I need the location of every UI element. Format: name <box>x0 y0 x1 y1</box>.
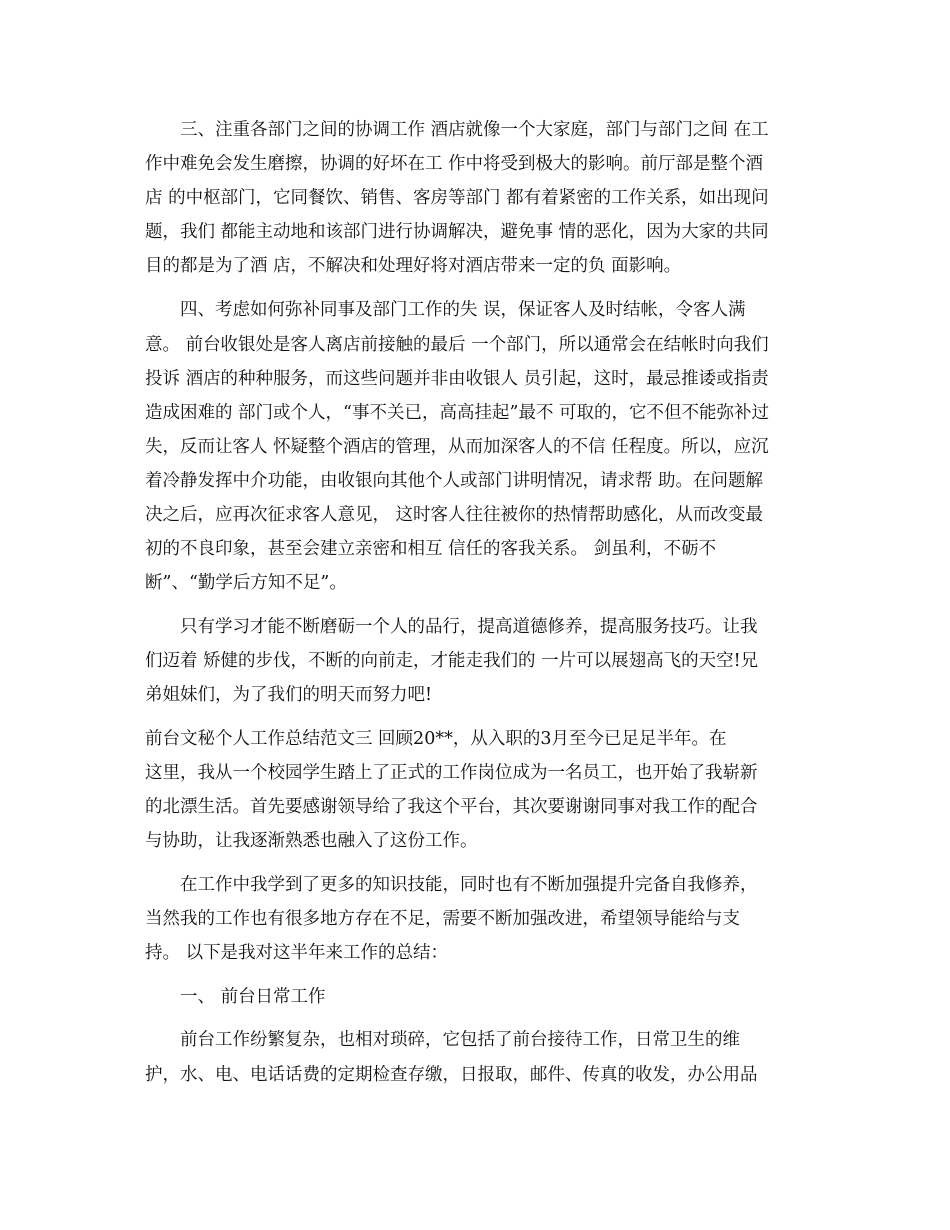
text-line: 当然我的工作也有很多地方存在不足，需要不断加强改进，希望领导能给与支 <box>145 909 740 929</box>
text-line: 造成困难的 部门或个人，“事不关已，高高挂起”最不 可取的，它不但不能弥补过 <box>145 403 770 423</box>
text-line: 意。 前台收银处是客人离店前接触的最后 一个部门，所以通常会在结帐时向我们 <box>145 335 769 355</box>
text-line: 投诉 酒店的种种服务，而这些问题并非由收银人 员引起，这时，最忌推诿或指责 <box>145 369 769 389</box>
text-line: 三、注重各部门之间的协调工作 酒店就像一个大家庭，部门与部门之间 在工 <box>180 120 769 140</box>
text-line: 前台工作纷繁复杂，也相对琐碎，它包括了前台接待工作，日常卫生的维 <box>180 1030 740 1050</box>
text-line: 在工作中我学到了更多的知识技能，同时也有不断加强提升完备自我修养， <box>180 875 758 895</box>
text-line: 四、考虑如何弥补同事及部门工作的失 误，保证客人及时结帐，令客人满 <box>180 300 746 320</box>
text-line: 决之后，应再次征求客人意见， 这时客人往往被你的热情帮助感化，从而改变最 <box>145 505 764 525</box>
text-line: 作中难免会发生磨擦，协调的好坏在工 作中将受到极大的影响。前厅部是整个酒 <box>145 154 764 174</box>
text-line: 们迈着 矫健的步伐，不断的向前走，才能走我们的 一片可以展翅高飞的天空!兄 <box>145 651 759 671</box>
text-line: 初的不良印象，甚至会建立亲密和相互 信任的客我关系。 剑虽利，不砺不 <box>145 539 717 559</box>
text-line: 断”、“勤学后方知不足”。 <box>145 573 347 593</box>
text-line: 店 的中枢部门，它同餐饮、销售、客房等部门 都有着紧密的工作关系，如出现问 <box>145 188 769 208</box>
subheading-line: 一、 前台日常工作 <box>180 987 326 1007</box>
section-heading-line: 前台文秘个人工作总结范文三 回顾20**，从入职的3月至今已足足半年。在 <box>145 729 727 749</box>
text-line: 着冷静发挥中介功能，由收银向其他个人或部门讲明情况，请求帮 助。在问题解 <box>145 471 764 491</box>
text-line: 题，我们 都能主动地和该部门进行协调解决，避免事 情的恶化，因为大家的共同 <box>145 222 769 242</box>
text-line: 的北漂生活。首先要感谢领导给了我这个平台，其次要谢谢同事对我工作的配合 <box>145 797 758 817</box>
text-line: 这里，我从一个校园学生踏上了正式的工作岗位成为一名员工，也开始了我崭新 <box>145 763 758 783</box>
text-line: 弟姐妹们，为了我们的明天而努力吧! <box>145 685 433 705</box>
text-line: 持。 以下是我对这半年来工作的总结： <box>145 943 449 963</box>
text-line: 只有学习才能不断磨砺一个人的品行，提高道德修养，提高服务技巧。让我 <box>180 617 758 637</box>
text-line: 目的都是为了酒 店，不解决和处理好将对酒店带来一定的负 面影响。 <box>145 256 682 276</box>
text-line: 失，反而让客人 怀疑整个酒店的管理，从而加深客人的不信 任程度。所以，应沉 <box>145 437 769 457</box>
text-line: 与协助，让我逐渐熟悉也融入了这份工作。 <box>145 831 478 851</box>
text-line: 护，水、电、电话话费的定期检查存缴，日报取，邮件、传真的收发，办公用品 <box>145 1065 758 1085</box>
